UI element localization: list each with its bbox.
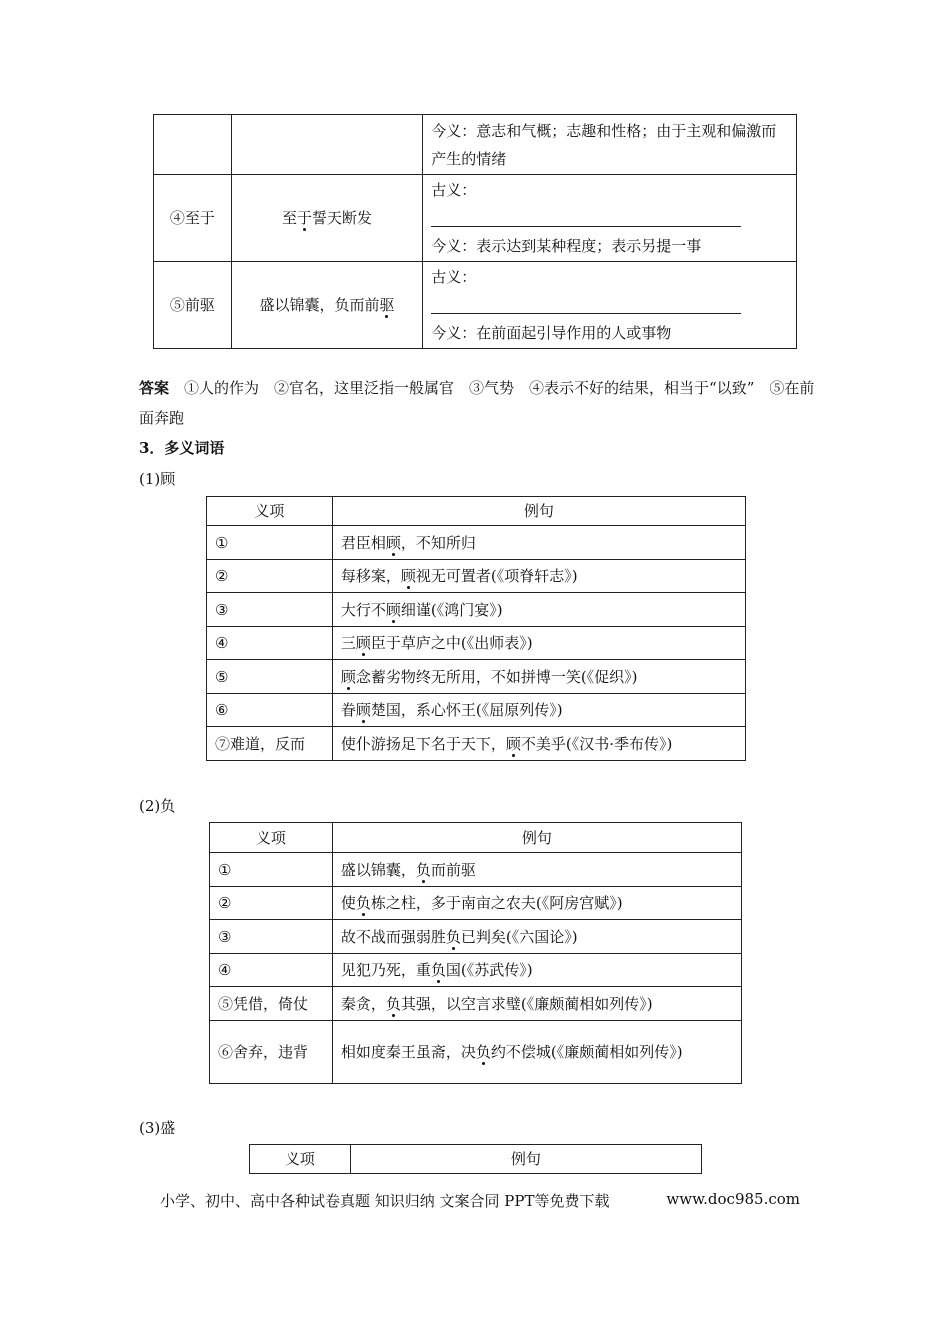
term-cell: ⑤前驱 [154,262,232,349]
example-cell: 盛以锦囊，负而前驱 [231,262,422,349]
header-meaning: 义项 [250,1145,351,1174]
emphasis-char: 负 [430,961,446,979]
table-header [210,823,742,853]
table-row [207,727,746,761]
table-row [207,627,746,660]
meaning-cell: ⑤凭借，倚仗 [210,987,333,1021]
example-cell: 相如度秦王虽斋，决负约不偿城(《廉颇蔺相如列传》) [332,1021,741,1084]
ancient-meaning-label: 古义： [431,181,477,199]
meaning-cell: ② [210,887,333,920]
subsection-title: (2)负 [139,797,176,815]
table-row [210,853,742,887]
meaning-cell [423,262,797,349]
meaning-cell: ① [207,526,333,560]
meaning-cell: ② [207,560,333,593]
answer-text: ①人的作为 ②官名，这里泛指一般属官 ③气势 ④表示不好的结果，相当于“以致” ⑤在前面奔跑 [139,379,815,427]
emphasis-char: 驱 [379,296,395,314]
example-cell: 顾念蓄劣物终无所用，不如拼博一笑(《促织》) [332,660,745,694]
emphasis-char: 负 [385,994,401,1013]
table-row [207,694,746,727]
emphasis-char: 负 [415,860,431,879]
meaning-cell: ⑦难道，反而 [207,727,333,761]
table-row [207,660,746,694]
modern-meaning: 今义：意志和气概；志趣和性格；由于主观和偏激而产生的情绪 [423,115,797,175]
ancient-meaning-label: 古义： [431,268,477,286]
table-row [207,526,746,560]
emphasis-char: 顾 [505,734,521,753]
header-example: 例句 [332,497,745,526]
meaning-cell [423,175,797,262]
table-row [154,115,797,175]
emphasis-char: 顾 [340,667,356,686]
example-cell: 故不战而强弱胜负已判矣(《六国论》) [332,920,741,954]
table-row [207,560,746,593]
example-cell: 君臣相顾，不知所归 [332,526,745,560]
meaning-cell: ⑥ [207,694,333,727]
answer-blank-line [431,212,741,227]
footer-text: 小学、初中、高中各种试卷真题 知识归纳 文案合同 PPT等免费下载 [160,1192,610,1210]
answer-paragraph [139,373,819,433]
table-row [210,920,742,954]
emphasis-char: 于 [296,209,312,227]
example-cell [231,115,422,175]
emphasis-char: 顾 [385,533,401,552]
emphasis-char: 顾 [355,634,371,652]
sheng-meaning-table [249,1144,702,1174]
page-footer [160,1190,800,1211]
answer-label: 答案 [139,379,170,397]
example-cell: 使仆游扬足下名于天下，顾不美乎(《汉书·季布传》) [332,727,745,761]
term-cell [154,115,232,175]
modern-meaning: 今义：在前面起引导作用的人或事物 [431,324,672,342]
example-cell: 每移案，顾视无可置者(《项脊轩志》) [332,560,745,593]
section-title: 3．多义词语 [139,439,225,457]
table-row [210,987,742,1021]
emphasis-char: 顾 [355,701,371,719]
emphasis-char: 顾 [400,567,416,585]
table-row [154,175,797,262]
meaning-cell: ③ [207,593,333,627]
table-row [210,887,742,920]
emphasis-char: 负 [475,1043,491,1061]
subsection-title: (3)盛 [139,1119,176,1137]
example-cell: 三顾臣于草庐之中(《出师表》) [332,627,745,660]
subsection-title: (1)顾 [139,470,176,488]
footer-url: www.doc985.com [666,1190,800,1208]
table-header [207,497,746,526]
meaning-cell: ⑥舍弃，违背 [210,1021,333,1084]
emphasis-char: 顾 [385,600,401,619]
meaning-cell: ⑤ [207,660,333,694]
example-cell: 盛以锦囊，负而前驱 [332,853,741,887]
gu-meaning-table [206,496,746,761]
header-example: 例句 [350,1145,701,1174]
meaning-cell: ④ [207,627,333,660]
term-cell: ④至于 [154,175,232,262]
table-row [210,1021,742,1084]
table-row [154,262,797,349]
example-cell: 见犯乃死，重负国(《苏武传》) [332,954,741,987]
example-cell: 眷顾楚国，系心怀王(《屈原列传》) [332,694,745,727]
emphasis-char: 负 [445,927,461,946]
emphasis-char: 负 [355,894,371,912]
header-meaning: 义项 [210,823,333,853]
modern-meaning: 今义：表示达到某种程度；表示另提一事 [431,237,702,255]
example-cell: 秦贪，负其强，以空言求璧(《廉颇蔺相如列传》) [332,987,741,1021]
example-cell: 至于誓天断发 [231,175,422,262]
example-cell: 使负栋之柱，多于南亩之农夫(《阿房宫赋》) [332,887,741,920]
meaning-cell: ④ [210,954,333,987]
answer-blank-line [431,299,741,314]
table-header [250,1145,702,1174]
table-row [207,593,746,627]
ancient-modern-table [153,114,797,349]
header-meaning: 义项 [207,497,333,526]
meaning-cell: ③ [210,920,333,954]
header-example: 例句 [332,823,741,853]
table-row [210,954,742,987]
fu-meaning-table [209,822,742,1084]
example-cell: 大行不顾细谨(《鸿门宴》) [332,593,745,627]
meaning-cell: ① [210,853,333,887]
